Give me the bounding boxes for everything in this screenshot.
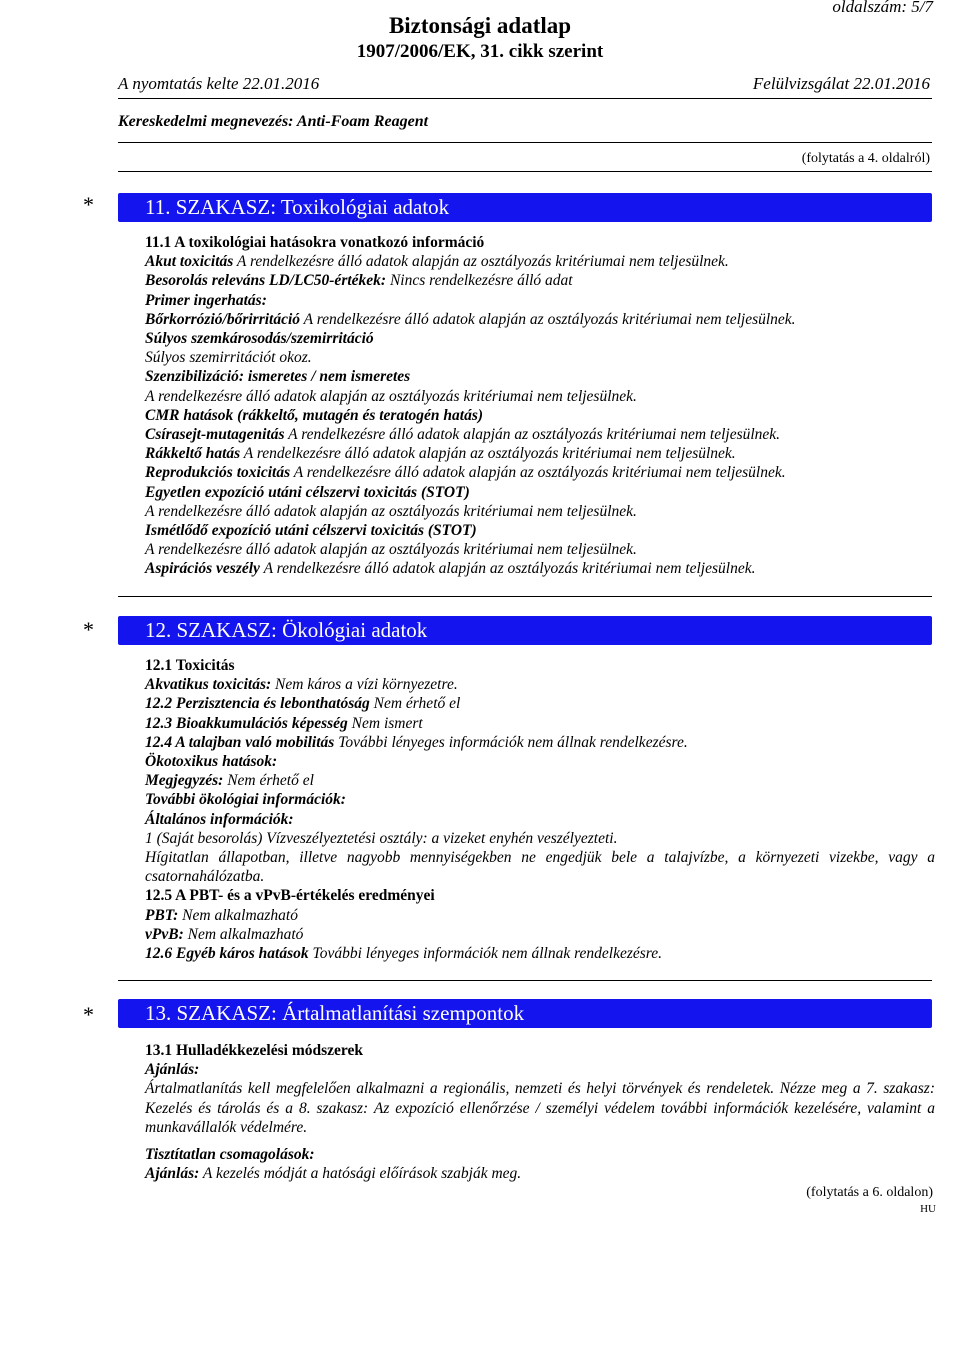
text-line: 12.3 Bioakkumulációs képesség Nem ismert <box>145 714 423 732</box>
text-line: Szenzibilizáció: ismeretes / nem ismeretes <box>145 368 411 386</box>
text-line: Súlyos szemkárosodás/szemirritáció <box>145 330 374 348</box>
document-title: Biztonsági adatlap <box>388 13 572 38</box>
text-line: CMR hatások (rákkeltő, mutagén és teratogén hatás) <box>145 406 484 424</box>
spacer <box>145 1137 935 1145</box>
continued-from: (folytatás a 4. oldalról) <box>801 151 930 166</box>
trade-name: Kereskedelmi megnevezés: Anti-Foam Reagent <box>118 113 429 130</box>
section-11-body <box>145 233 935 579</box>
page-number: oldalszám: 5/7 <box>832 0 933 16</box>
continued-to: (folytatás a 6. oldalon) <box>806 1185 933 1200</box>
text-paragraph: Hígitatlan állapotban, illetve nagyobb mennyiségekben ne engedjük bele a talajvízbe, a környezeti vizekbe, vagy a csatornahálózatba. <box>145 849 935 886</box>
text-line: Primer ingerhatás: <box>145 291 267 309</box>
change-marker: * <box>83 617 94 642</box>
section-12-body <box>145 656 935 963</box>
trade-divider <box>118 142 932 143</box>
section-divider <box>118 980 932 981</box>
text-line: Bőrkorrózió/bőrirritáció A rendelkezésre álló adatok alapján az osztályozás kritériumai nem teljesülnek. <box>145 310 796 328</box>
text-line: Rákkeltő hatás A rendelkezésre álló adatok alapján az osztályozás kritériumai nem teljesülnek. <box>145 445 736 463</box>
text-line: PBT: Nem alkalmazható <box>145 906 298 924</box>
continuation-divider <box>118 171 932 172</box>
language-code: HU <box>920 1203 936 1215</box>
section-11-header <box>118 193 932 222</box>
text-line: Ismétlődő expozíció utáni célszervi toxicitás (STOT) <box>145 522 477 540</box>
text-line: Reprodukciós toxicitás A rendelkezésre álló adatok alapján az osztályozás kritériumai nem teljesülnek. <box>145 464 786 482</box>
subsection-title: 11.1 A toxikológiai hatásokra vonatkozó információ <box>145 234 485 251</box>
text-line: A rendelkezésre álló adatok alapján az osztályozás kritériumai nem teljesülnek. <box>145 502 637 520</box>
change-marker: * <box>83 192 94 217</box>
text-line: 12.2 Perzisztencia és lebonthatóság Nem érhető el <box>145 695 461 713</box>
text-line: A rendelkezésre álló adatok alapján az osztályozás kritériumai nem teljesülnek. <box>145 541 637 559</box>
subsection-title: 12.5 A PBT- és a vPvB-értékelés eredményei <box>145 887 435 905</box>
header-divider <box>118 98 932 99</box>
subsection-title: 12.1 Toxicitás <box>145 657 235 674</box>
text-line: Akvatikus toxicitás: Nem káros a vízi környezetre. <box>145 676 458 694</box>
text-line: A rendelkezésre álló adatok alapján az osztályozás kritériumai nem teljesülnek. <box>145 387 637 405</box>
text-line: Aspirációs veszély A rendelkezésre álló adatok alapján az osztályozás kritériumai nem teljesülnek. <box>145 560 756 578</box>
text-line: Tisztítatlan csomagolások: <box>145 1146 315 1164</box>
text-line: 1 (Saját besorolás) Vízveszélyeztetési osztály: a vizeket enyhén veszélyezteti. <box>145 829 618 847</box>
section-13-header <box>118 999 932 1028</box>
print-date: A nyomtatás kelte 22.01.2016 <box>118 74 320 93</box>
section-13-title: 13. SZAKASZ: Ártalmatlanítási szempontok <box>145 1001 525 1025</box>
change-marker: * <box>83 1002 94 1027</box>
text-line: Megjegyzés: Nem érhető el <box>145 772 314 790</box>
text-line: Csírasejt-mutagenitás A rendelkezésre álló adatok alapján az osztályozás kritériumai nem teljesülnek. <box>145 426 781 444</box>
text-line: További ökológiai információk: <box>145 791 346 809</box>
section-12-header <box>118 616 932 645</box>
section-13-body <box>145 1041 935 1183</box>
text-line: 12.6 Egyéb káros hatások További lényeges információk nem állnak rendelkezésre. <box>145 945 663 963</box>
text-line: Akut toxicitás A rendelkezésre álló adatok alapján az osztályozás kritériumai nem teljesülnek. <box>145 253 729 271</box>
text-line: Általános információk: <box>145 810 294 828</box>
date-row <box>118 73 930 95</box>
document-subtitle: 1907/2006/EK, 31. cikk szerint <box>356 41 604 62</box>
text-paragraph: Ártalmatlanítás kell megfelelően alkalmazni a regionális, nemzeti és helyi törvények és rendeletek. Nézze meg a 7. szakasz: Kezelés és tárolás és a 8. szakasz: Az expozíció ellenőrzése / személyi védelem további információk kezelésére, valamint a munkavállalók védelmére. <box>145 1080 935 1136</box>
text-line: Ökotoxikus hatások: <box>145 753 278 771</box>
revision-date: Felülvizsgálat 22.01.2016 <box>752 74 930 93</box>
subsection-title: 13.1 Hulladékkezelési módszerek <box>145 1042 363 1059</box>
text-line: Besorolás releváns LD/LC50-értékek: Nincs rendelkezésre álló adat <box>145 272 573 290</box>
text-line: Ajánlás: A kezelés módját a hatósági előírások szabják meg. <box>145 1165 522 1183</box>
section-11-title: 11. SZAKASZ: Toxikológiai adatok <box>145 195 450 219</box>
text-line: Ajánlás: <box>145 1061 200 1079</box>
text-line: vPvB: Nem alkalmazható <box>145 925 304 943</box>
section-12-title: 12. SZAKASZ: Ökológiai adatok <box>145 618 428 642</box>
text-line: 12.4 A talajban való mobilitás További lényeges információk nem állnak rendelkezésre. <box>145 733 688 751</box>
section-divider <box>118 596 932 597</box>
text-line: Súlyos szemirritációt okoz. <box>145 349 312 367</box>
text-line: Egyetlen expozíció utáni célszervi toxicitás (STOT) <box>145 483 470 501</box>
